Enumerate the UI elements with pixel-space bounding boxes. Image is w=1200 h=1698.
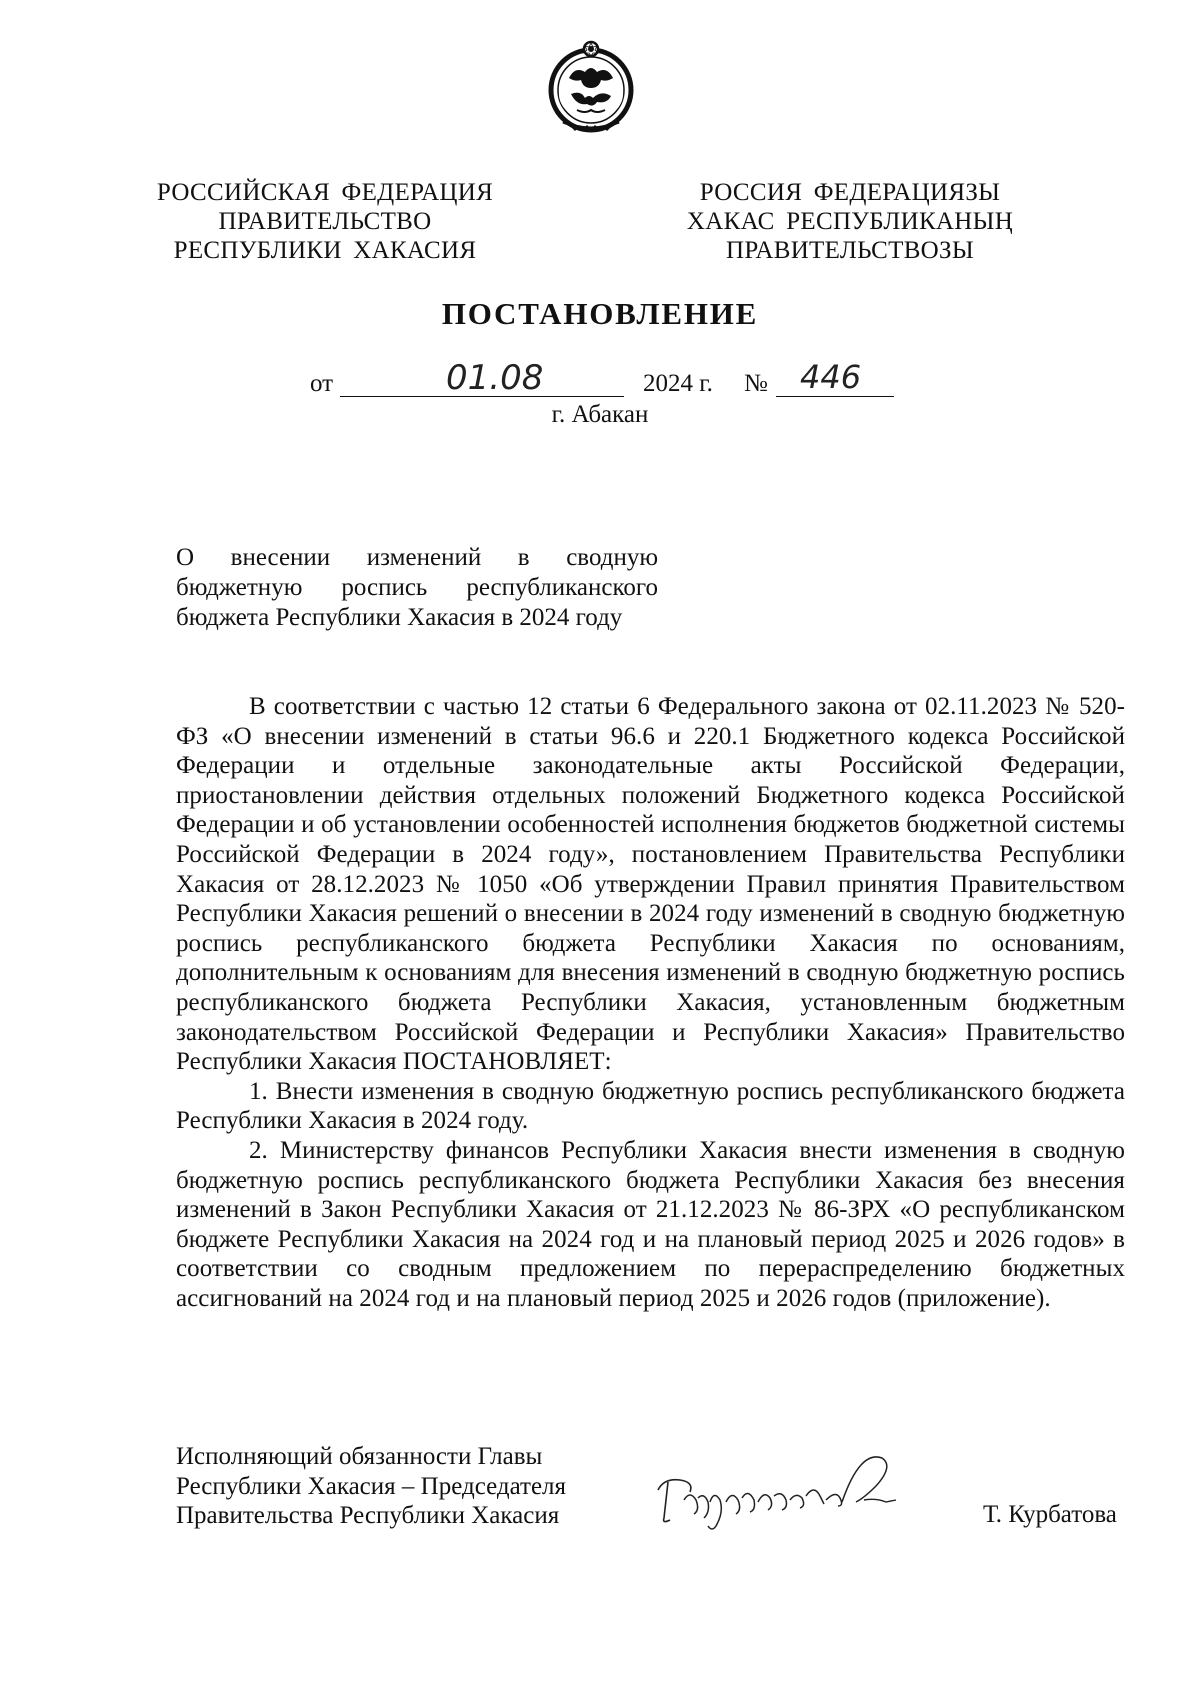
number-handwritten: 446: [800, 358, 862, 396]
date-number-line: [0, 358, 1200, 400]
document-title: ПОСТАНОВЛЕНИЕ: [441, 296, 759, 331]
header-left-line-2: ПРАВИТЕЛЬСТВО: [218, 208, 432, 235]
date-prefix: от: [310, 370, 334, 397]
subject-line-2: бюджетную роспись республиканского: [176, 574, 658, 601]
header-left: [155, 178, 495, 265]
header-right: [680, 178, 1020, 265]
signatory-line-2: Республики Хакасия – Председателя: [176, 1472, 567, 1500]
header-right-line-2: ХАКАС РЕСПУБЛИКАНЫҢ: [686, 208, 1014, 235]
coat-of-arms-icon: [541, 38, 641, 138]
signature-icon: [650, 1440, 930, 1540]
city-name: г. Абакан: [551, 401, 649, 428]
body-paragraph-item-2: 2. Министерству финансов Республики Хакасия внести изменения в сводную бюджетную роспись республиканского бюджета Республики Хакасия без внесения изменений в Закон Республики Хакасия от 21.12.2023 № 86-ЗРХ «О республиканском бюджете Республики Хакасия на 2024 год и на плановый период 2025 и 2026 годов» в соответствии со сводным предложением по перераспределению бюджетных ассигнований на 2024 год и на плановый период 2025 и 2026 годов (приложение).: [176, 1136, 1125, 1312]
number-sign: №: [744, 370, 768, 397]
document-body: [176, 692, 1125, 1313]
header-left-line-3: РЕСПУБЛИКИ ХАКАСИЯ: [173, 237, 477, 264]
date-handwritten: 01.08: [446, 358, 544, 398]
signatory-line-1: Исполняющий обязанности Главы: [176, 1443, 543, 1470]
document-subject: [176, 543, 658, 633]
subject-line-3: бюджета Республики Хакасия в 2024 году: [176, 604, 623, 631]
subject-line-1: О внесении изменений в сводную: [176, 544, 658, 571]
signatory-name: Т. Курбатова: [983, 1501, 1117, 1528]
body-paragraph-preamble: В соответствии с частью 12 статьи 6 Федерального закона от 02.11.2023 № 520-ФЗ «О внесении изменений в статьи 96.6 и 220.1 Бюджетного кодекса Российской Федерации и отдельные законодательные акты Российской Федерации, приостановлении действия отдельных положений Бюджетного кодекса Российской Федерации и об установлении особенностей исполнения бюджетов бюджетной системы Российской Федерации в 2024 году», постановлением Правительства Республики Хакасия от 28.12.2023 № 1050 «Об утверждении Правил принятия Правительством Республики Хакасия решений о внесении в 2024 году изменений в сводную бюджетную роспись республиканского бюджета Республики Хакасия по основаниям, дополнительным к основаниям для внесения изменений в сводную бюджетную роспись республиканского бюджета Республики Хакасия, установленным бюджетным законодательством Российской Федерации и Республики Хакасия» Правительство Республики Хакасия ПОСТАНОВЛЯЕТ:: [176, 693, 1125, 1076]
header-right-line-3: ПРАВИТЕЛЬСТВОЗЫ: [726, 237, 974, 264]
year-text: 2024 г.: [643, 370, 713, 397]
signatory-position: [176, 1442, 566, 1531]
header-left-line-1: РОССИЙСКАЯ ФЕДЕРАЦИЯ: [156, 179, 494, 206]
body-paragraph-item-1: 1. Внести изменения в сводную бюджетную роспись республиканского бюджета Республики Хакасия в 2024 году.: [176, 1077, 1125, 1135]
header-right-line-1: РОССИЯ ФЕДЕРАЦИЯЗЫ: [699, 179, 1001, 206]
signatory-line-3: Правительства Республики Хакасия: [176, 1502, 560, 1530]
